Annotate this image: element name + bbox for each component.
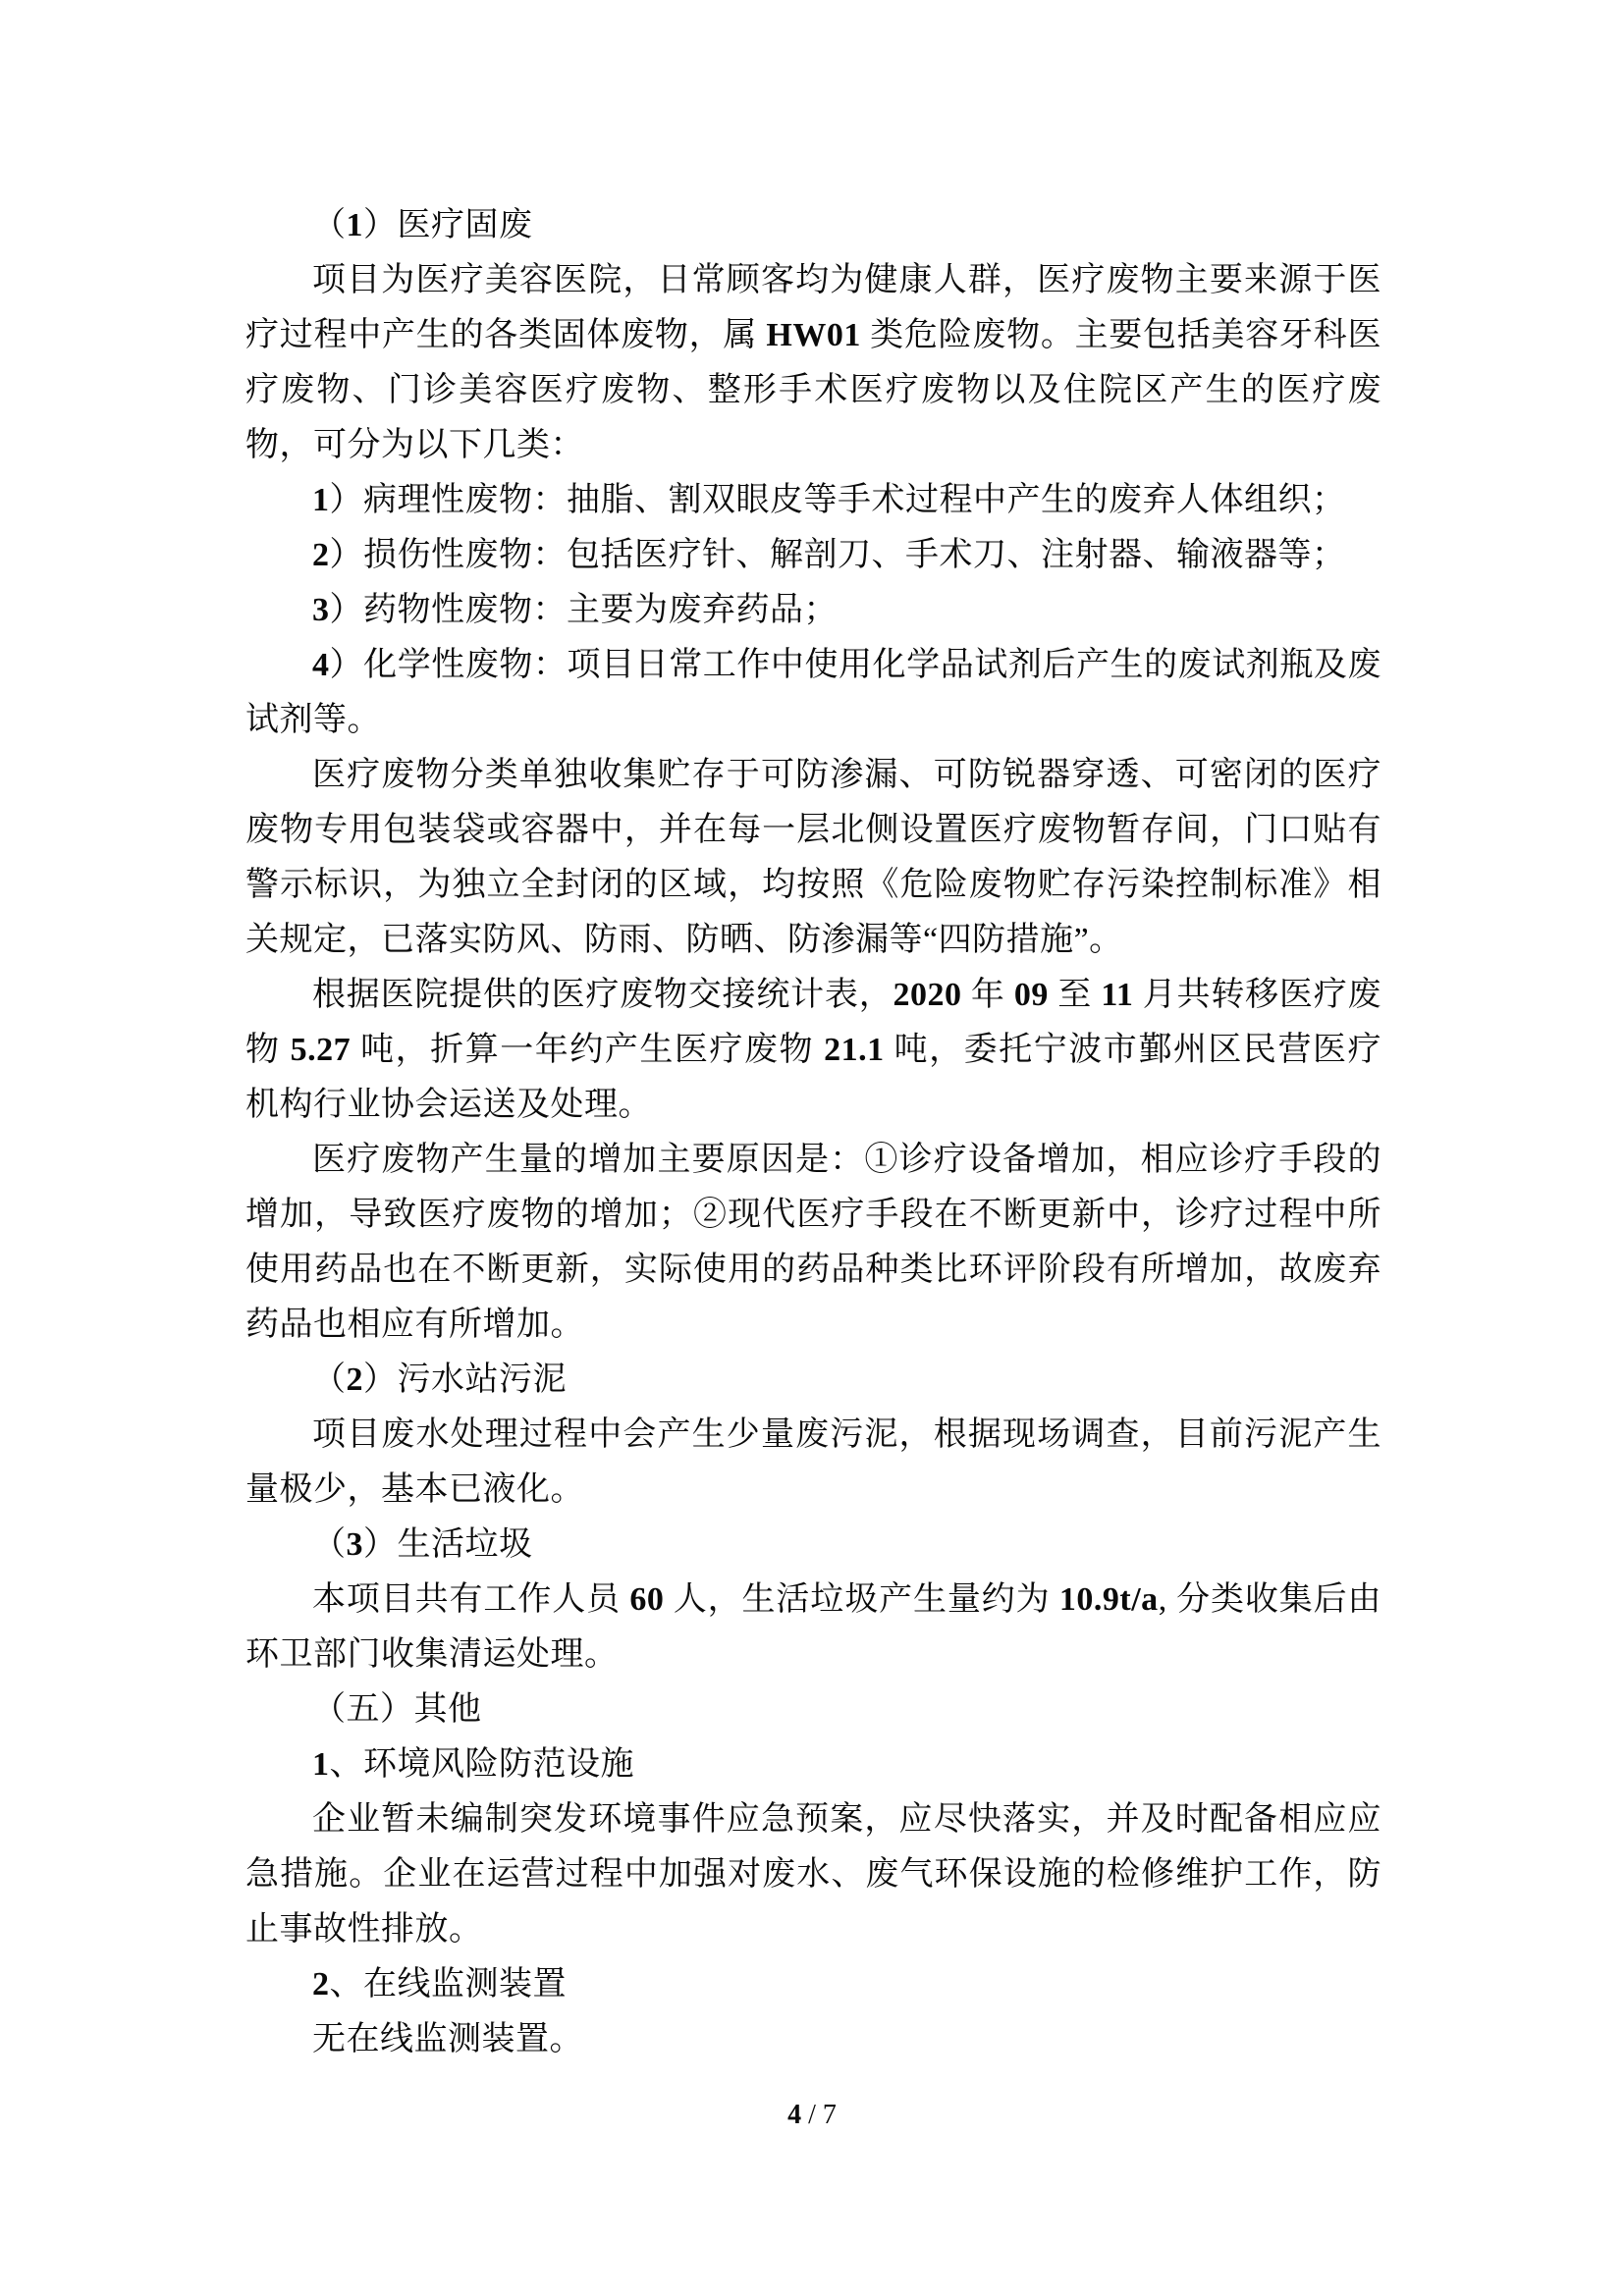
text-run: 类危险废物。主要包括美容牙科医疗废物、门诊美容医疗废物、整形手术医疗废物以及住院区产生的医疗废物，可分为以下几类： xyxy=(245,317,1382,463)
text-run: 根据医院提供的医疗废物交接统计表， xyxy=(312,977,893,1013)
text-run: 医疗废物分类单独收集贮存于可防渗漏、可防锐器穿透、可密闭的医疗废物专用包装袋或容器中，并在每一层北侧设置医疗废物暂存间，门口贴有警示标识，为独立全封闭的区域，均按照《危险废物贮存污染控制标准》相关规定，已落实防风、防雨、防晒、防渗漏等“四防措施”。 xyxy=(245,757,1381,958)
document-paragraph xyxy=(245,1682,1381,1737)
text-run: 、环境风险防范设施 xyxy=(329,1746,634,1783)
document-paragraph xyxy=(245,473,1381,528)
bold-text-run: 21.1 xyxy=(824,1032,885,1068)
text-run: 吨，折算一年约产生医疗废物 xyxy=(351,1032,825,1068)
bold-text-run: 3 xyxy=(346,1526,363,1563)
bold-text-run: 2020 xyxy=(893,977,962,1013)
text-run: ）医疗固废 xyxy=(363,207,533,243)
text-run: （ xyxy=(312,1362,347,1398)
text-run: 本项目共有工作人员 xyxy=(312,1581,630,1618)
document-paragraph xyxy=(245,1737,1381,1792)
bold-text-run: 3 xyxy=(312,592,330,628)
text-run: ）损伤性废物：包括医疗针、解剖刀、手术刀、注射器、输液器等； xyxy=(329,537,1346,573)
text-run: ）污水站污泥 xyxy=(363,1362,567,1398)
document-paragraph xyxy=(245,1408,1381,1518)
page-footer xyxy=(0,2099,1624,2132)
document-paragraph xyxy=(245,748,1381,968)
document-paragraph xyxy=(245,1518,1381,1573)
document-paragraph xyxy=(245,1792,1381,1957)
document-paragraph xyxy=(245,2012,1381,2067)
document-paragraph xyxy=(245,1353,1381,1408)
document-paragraph xyxy=(245,253,1381,473)
footer-page-number: 4 xyxy=(787,2100,802,2130)
text-run: 项目为医疗美容医院，日常顾客均为健康人群，医疗废物主要来源于医疗过程中产生的各类固体废物，属 xyxy=(245,262,1381,353)
text-run: , 分类收集后由环卫部门收集清运处理。 xyxy=(245,1581,1382,1673)
text-run: ）病理性废物：抽脂、割双眼皮等手术过程中产生的废弃人体组织； xyxy=(329,482,1346,518)
bold-text-run: 1 xyxy=(346,207,363,243)
bold-text-run: 4 xyxy=(312,647,330,683)
bold-text-run: 2 xyxy=(312,1966,330,2002)
document-paragraph xyxy=(245,968,1381,1133)
document-paragraph xyxy=(245,1957,1381,2012)
text-run: （ xyxy=(312,207,347,243)
text-run: 、在线监测装置 xyxy=(329,1966,567,2002)
bold-text-run: 11 xyxy=(1101,977,1134,1013)
text-run: 项目废水处理过程中会产生少量废污泥，根据现场调查，目前污泥产生量极少，基本已液化。 xyxy=(245,1416,1381,1508)
bold-text-run: 60 xyxy=(629,1581,665,1618)
text-run: ）化学性废物：项目日常工作中使用化学品试剂后产生的废试剂瓶及废试剂等。 xyxy=(245,647,1381,738)
bold-text-run: 2 xyxy=(346,1362,363,1398)
bold-text-run: 10.9t/a xyxy=(1058,1581,1159,1618)
text-run: ）生活垃圾 xyxy=(363,1526,533,1563)
bold-text-run: 09 xyxy=(1013,977,1049,1013)
document-body xyxy=(245,198,1381,2067)
text-run: 人，生活垃圾产生量约为 xyxy=(664,1581,1059,1618)
text-run: 至 xyxy=(1048,977,1102,1013)
bold-text-run: 1 xyxy=(312,482,330,518)
document-paragraph xyxy=(245,1133,1381,1353)
bold-text-run: HW01 xyxy=(766,317,861,353)
text-run: 企业暂未编制突发环境事件应急预案，应尽快落实，并及时配备相应应急措施。企业在运营过程中加强对废水、废气环保设施的检修维护工作，防止事故性排放。 xyxy=(245,1801,1381,1948)
footer-total-pages: 7 xyxy=(822,2100,837,2130)
bold-text-run: 5.27 xyxy=(290,1032,352,1068)
text-run: （五）其他 xyxy=(312,1691,482,1728)
text-run: 医疗废物产生量的增加主要原因是：①诊疗设备增加，相应诊疗手段的增加，导致医疗废物的增加；②现代医疗手段在不断更新中，诊疗过程中所使用药品也在不断更新，实际使用的药品种类比环评阶段有所增加，故废弃药品也相应有所增加。 xyxy=(245,1142,1381,1343)
bold-text-run: 2 xyxy=(312,537,330,573)
text-run: 吨，委托宁波市鄞州区民营医疗机构行业协会运送及处理。 xyxy=(245,1032,1382,1123)
document-paragraph xyxy=(245,1573,1381,1682)
document-paragraph xyxy=(245,198,1381,253)
document-paragraph xyxy=(245,638,1381,748)
document-paragraph xyxy=(245,528,1381,583)
text-run: 月共转移医疗废物 xyxy=(245,977,1382,1068)
footer-separator: / xyxy=(801,2100,823,2130)
text-run: ）药物性废物：主要为废弃药品； xyxy=(329,592,838,628)
document-paragraph xyxy=(245,583,1381,638)
text-run: （ xyxy=(312,1526,347,1563)
bold-text-run: 1 xyxy=(312,1746,330,1783)
text-run: 无在线监测装置。 xyxy=(312,2021,583,2057)
text-run: 年 xyxy=(961,977,1014,1013)
